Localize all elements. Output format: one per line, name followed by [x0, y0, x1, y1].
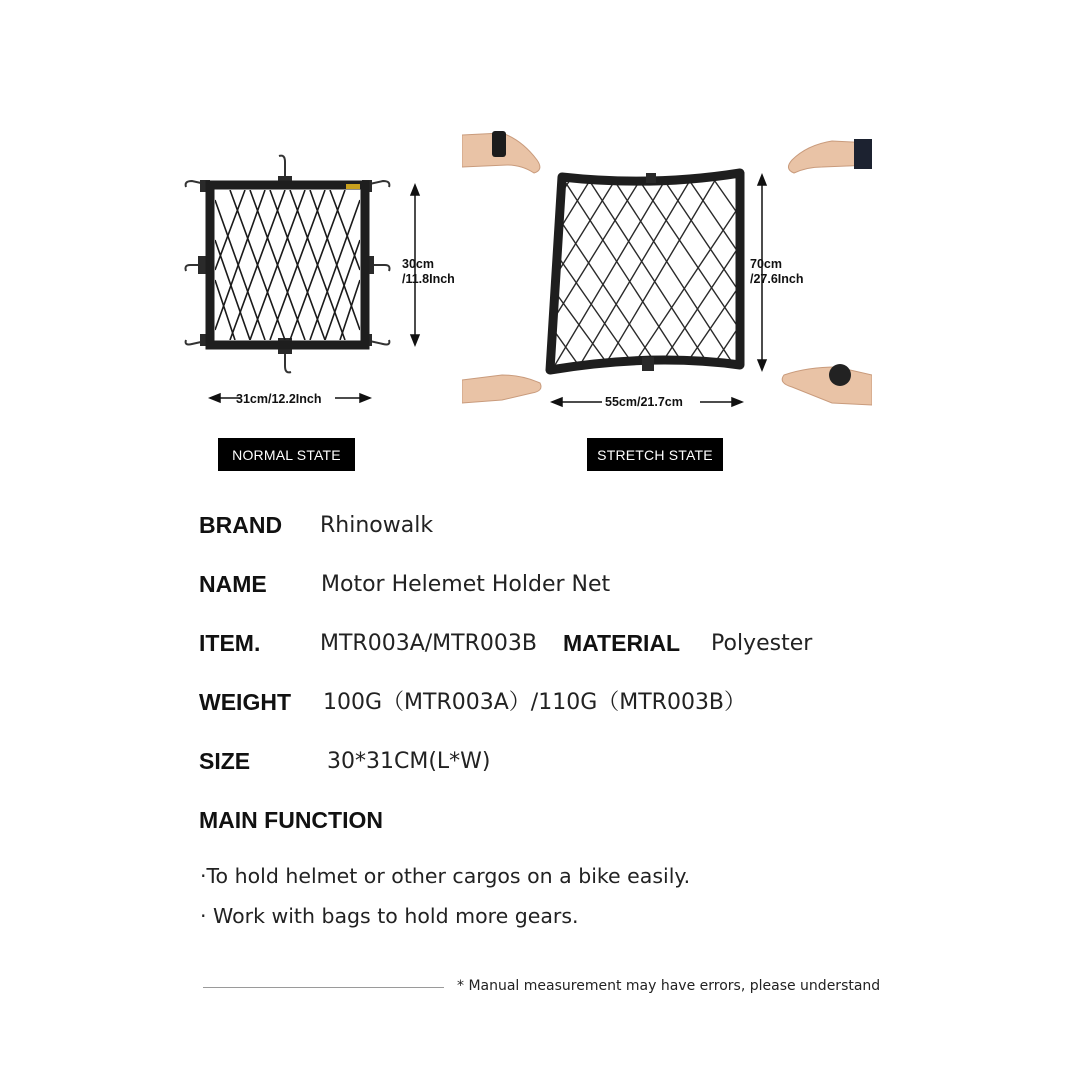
stretch-state-label: STRETCH STATE — [587, 438, 723, 471]
measurement-note: * Manual measurement may have errors, please understand — [457, 978, 881, 994]
stretch-height-dim-inch: /27.6Inch — [750, 272, 804, 286]
main-function-title: MAIN FUNCTION — [199, 807, 383, 833]
brand-label: BRAND — [199, 512, 283, 538]
footer-divider — [203, 987, 444, 988]
stretch-width-dim: 55cm/21.7cm — [605, 395, 683, 409]
name-value: Motor Helemet Holder Net — [321, 572, 611, 597]
normal-state-figure — [170, 140, 470, 420]
normal-state-net-illustration — [170, 140, 470, 420]
item-value: MTR003A/MTR003B — [320, 631, 537, 656]
function-bullet: · Work with bags to hold more gears. — [200, 904, 579, 928]
normal-height-dim: 30cm — [402, 257, 434, 271]
stretch-height-dim: 70cm — [750, 257, 782, 271]
name-label: NAME — [199, 571, 267, 597]
function-bullet: ·To hold helmet or other cargos on a bike easily. — [200, 864, 691, 888]
weight-value: 100G（MTR003A）/110G（MTR003B） — [323, 690, 747, 715]
item-label: ITEM. — [199, 630, 261, 656]
size-value: 30*31CM(L*W) — [327, 749, 491, 774]
normal-state-label: NORMAL STATE — [218, 438, 355, 471]
normal-height-dim-inch: /11.8Inch — [402, 272, 455, 286]
stretch-state-net-illustration — [462, 125, 872, 415]
size-label: SIZE — [199, 748, 251, 774]
material-label: MATERIAL — [563, 630, 681, 656]
weight-label: WEIGHT — [199, 689, 291, 715]
normal-width-dim: 31cm/12.2Inch — [236, 392, 322, 406]
material-value: Polyester — [711, 631, 813, 656]
stretch-state-figure — [462, 125, 872, 415]
brand-value: Rhinowalk — [320, 513, 434, 538]
